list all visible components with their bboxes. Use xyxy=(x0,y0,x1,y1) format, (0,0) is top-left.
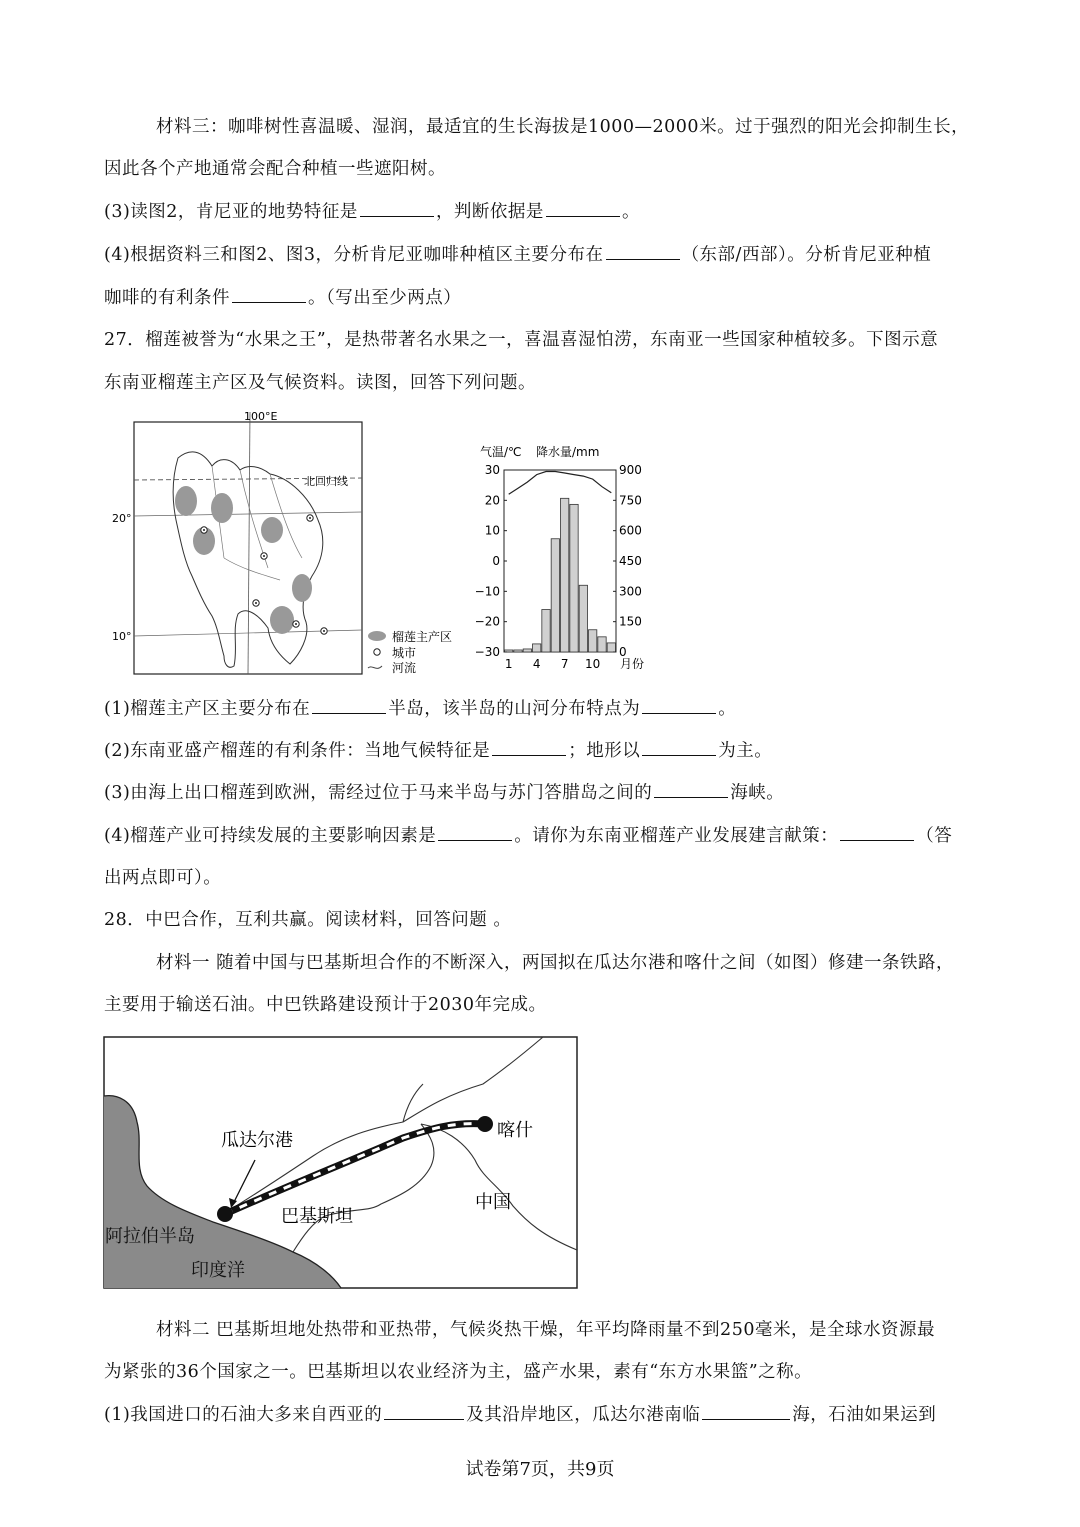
precip-bar xyxy=(589,630,597,652)
material-1-line-2: 主要用于输送石油。中巴铁路建设预计于2030年完成。 xyxy=(104,995,547,1015)
precip-bar xyxy=(570,504,578,652)
legend-river: 河流 xyxy=(392,661,417,675)
x-tick-label: 4 xyxy=(532,657,541,671)
gwadar-point xyxy=(217,1206,233,1222)
left-tick-label: 30 xyxy=(484,463,500,477)
left-tick-label: −30 xyxy=(474,645,500,659)
left-tick-label: 0 xyxy=(492,554,500,568)
answer-blank[interactable] xyxy=(438,839,512,841)
material-1-line-1: 材料一 随着中国与巴基斯坦合作的不断深入，两国拟在瓜达尔港和喀什之间（如图）修建一条铁路， xyxy=(156,953,955,973)
question-27-1: (1)榴莲主产区主要分布在 半岛，该半岛的山河分布特点为 。 xyxy=(104,699,737,719)
temperature-line xyxy=(509,472,612,495)
question-27-3: (3)由海上出口榴莲到欧洲，需经过位于马来半岛与苏门答腊岛之间的 海峡。 xyxy=(104,783,785,803)
durian-area xyxy=(292,574,312,602)
question-26-3: (3)读图2，肯尼亚的地势特征是 ，判断依据是 。 xyxy=(104,202,640,222)
page-footer: 试卷第7页，共9页 xyxy=(465,1459,615,1480)
question-28-1: (1)我国进口的石油大多来自西亚的 及其沿岸地区，瓜达尔港南临 海，石油如果运到 xyxy=(104,1405,937,1425)
ocean-label: 印度洋 xyxy=(191,1260,245,1281)
precip-bar xyxy=(607,643,615,652)
answer-blank[interactable] xyxy=(840,839,914,841)
left-tick-label: 10 xyxy=(484,523,500,538)
arabia-label: 阿拉伯半岛 xyxy=(105,1226,195,1247)
precip-bar xyxy=(523,649,531,652)
answer-blank[interactable] xyxy=(606,258,680,260)
answer-blank[interactable] xyxy=(654,796,728,798)
precip-bar xyxy=(533,644,541,652)
left-tick-label: −20 xyxy=(474,614,500,629)
legend-city: 城市 xyxy=(392,646,417,660)
left-tick-label: 20 xyxy=(484,493,500,508)
climate-chart xyxy=(474,438,656,678)
question-26-4-cont: 咖啡的有利条件 。（写出至少两点） xyxy=(104,288,462,308)
precip-bar xyxy=(542,610,550,652)
x-tick-label: 1 xyxy=(504,657,513,671)
durian-area xyxy=(261,517,283,543)
kashgar-point xyxy=(477,1116,493,1132)
railway-map xyxy=(103,1036,579,1290)
question-27-2: (2)东南亚盛产榴莲的有利条件：当地气候特征是 ；地形以 为主。 xyxy=(104,741,773,761)
right-tick-label: 600 xyxy=(619,523,642,538)
answer-blank[interactable] xyxy=(232,301,306,303)
right-tick-label: 300 xyxy=(619,584,642,599)
precip-bar xyxy=(514,650,522,652)
precip-bar xyxy=(579,585,587,652)
legend-durian-swatch xyxy=(368,631,386,641)
answer-blank[interactable] xyxy=(360,215,434,217)
kashgar-label: 喀什 xyxy=(497,1120,533,1141)
answer-blank[interactable] xyxy=(546,215,620,217)
answer-blank[interactable] xyxy=(384,1418,464,1420)
material-2-line-1: 材料二 巴基斯坦地处热带和亚热带，气候炎热干燥，年平均降雨量不到250毫米，是全球水资源最 xyxy=(156,1320,935,1340)
material-2-line-2: 为紧张的36个国家之一。巴基斯坦以农业经济为主，盛产水果，素有“东方水果篮”之称。 xyxy=(104,1362,813,1382)
x-tick-label: 10 xyxy=(585,657,601,671)
longitude-label: 100°E xyxy=(244,410,278,423)
durian-area xyxy=(270,606,294,634)
question-27-line-2: 东南亚榴莲主产区及气候资料。读图，回答下列问题。 xyxy=(104,373,536,393)
question-27-4-cont: 出两点即可）。 xyxy=(104,868,222,888)
lat-20-label: 20° xyxy=(112,512,132,525)
answer-blank[interactable] xyxy=(492,754,566,756)
durian-area xyxy=(211,493,233,523)
legend-river-swatch xyxy=(368,666,382,668)
right-tick-label: 900 xyxy=(619,463,642,477)
question-26-4: (4)根据资料三和图2、图3，分析肯尼亚咖啡种植区主要分布在 （东部/西部）。分析肯尼亚种植 xyxy=(104,245,932,265)
durian-area xyxy=(175,486,197,516)
chart-ylabel-right: 降水量/mm xyxy=(536,445,600,459)
china-label: 中国 xyxy=(475,1192,511,1213)
precip-bar xyxy=(561,498,569,652)
answer-blank[interactable] xyxy=(312,712,386,714)
question-27-line-1: 27．榴莲被誉为“水果之王”，是热带著名水果之一，喜温喜湿怕涝，东南亚一些国家种植较多。下图示意 xyxy=(104,330,939,350)
right-tick-label: 0 xyxy=(619,645,627,659)
chart-ylabel-left: 气温/℃ xyxy=(480,445,522,459)
material-3-line-1: 材料三：咖啡树性喜温暖、湿润，最适宜的生长海拔是1000—2000米。过于强烈的阳光会抑制生长， xyxy=(156,117,970,137)
left-tick-label: −10 xyxy=(474,584,500,599)
answer-blank[interactable] xyxy=(642,712,716,714)
gwadar-label: 瓜达尔港 xyxy=(221,1130,293,1151)
right-tick-label: 750 xyxy=(619,493,642,508)
precip-bar xyxy=(598,637,606,652)
pakistan-label: 巴基斯坦 xyxy=(281,1206,353,1227)
right-tick-label: 150 xyxy=(619,614,642,629)
legend-city-swatch xyxy=(374,649,380,655)
answer-blank[interactable] xyxy=(702,1418,790,1420)
precip-bar xyxy=(551,539,559,652)
material-3-line-2: 因此各个产地通常会配合种植一些遮阳树。 xyxy=(104,159,446,179)
chart-xlabel: 月份 xyxy=(620,657,645,671)
lat-10-label: 10° xyxy=(112,630,132,643)
chart-frame xyxy=(504,470,616,652)
question-28: 28．中巴合作，互利共赢。阅读材料，回答问题 。 xyxy=(104,910,512,930)
question-27-4: (4)榴莲产业可持续发展的主要影响因素是 。请你为东南亚榴莲产业发展建言献策： （答 xyxy=(104,826,953,846)
x-tick-label: 7 xyxy=(560,657,569,671)
right-tick-label: 450 xyxy=(619,554,642,568)
legend-durian: 榴莲主产区 xyxy=(392,630,453,644)
answer-blank[interactable] xyxy=(642,754,716,756)
durian-region-map xyxy=(112,408,476,680)
tropic-label: 北回归线 xyxy=(304,475,348,488)
